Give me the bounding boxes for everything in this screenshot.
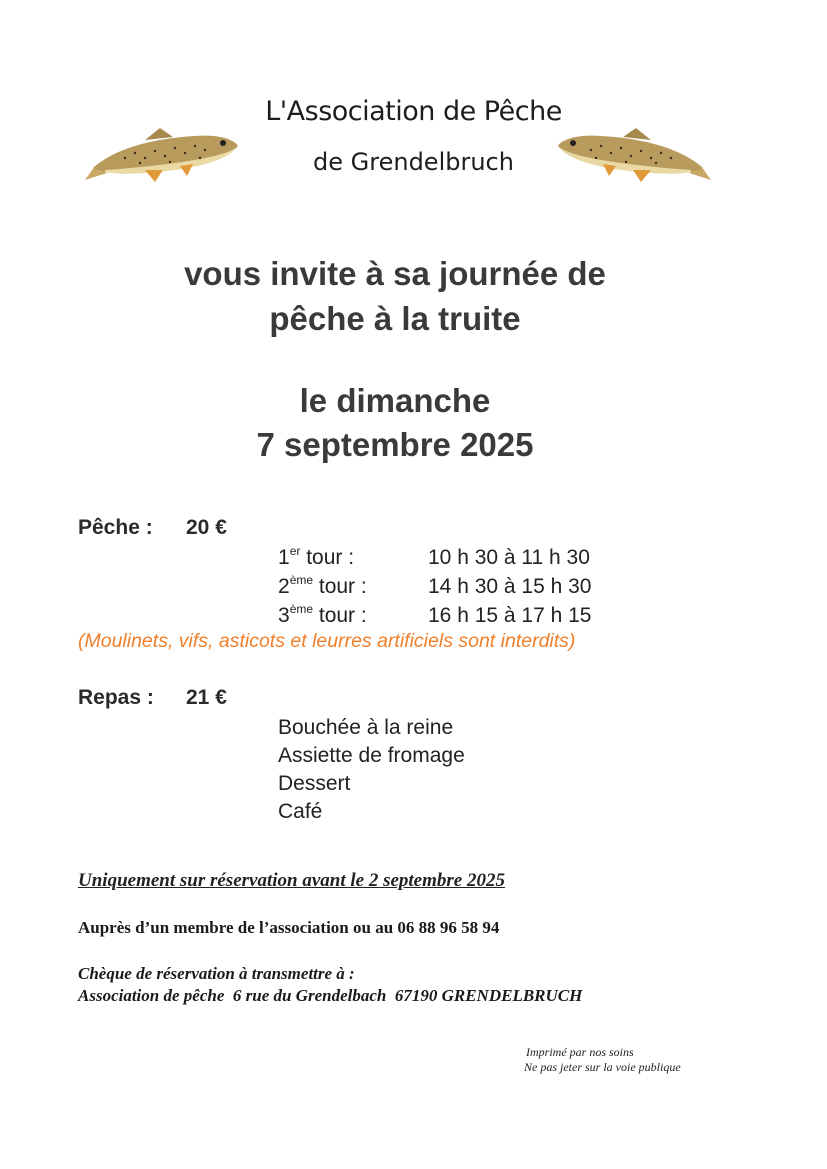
reservation-deadline: Uniquement sur réservation avant le 2 septembre 2025: [78, 870, 505, 891]
cheque-instructions: Chèque de réservation à transmettre à :: [78, 964, 355, 983]
repas-label: Repas :: [78, 686, 154, 709]
invitation-line-2: pêche à la truite: [269, 300, 521, 337]
peche-label: Pêche :: [78, 516, 153, 539]
tour-3-label: 3ème tour :: [278, 602, 367, 627]
printed-note: Imprimé par nos soins: [526, 1045, 634, 1059]
menu-item: Bouchée à la reine: [278, 716, 454, 739]
fishing-rules-note: (Moulinets, vifs, asticots et leurres artificiels sont interdits): [78, 630, 576, 652]
repas-price: 21 €: [186, 686, 227, 709]
tour-3-time: 16 h 15 à 17 h 15: [428, 604, 592, 627]
association-town: de Grendelbruch: [313, 148, 514, 176]
tour-2-time: 14 h 30 à 15 h 30: [428, 575, 592, 598]
litter-note: Ne pas jeter sur la voie publique: [524, 1060, 681, 1074]
reservation-contact: Auprès d’un membre de l’association ou au 06 88 96 58 94: [78, 918, 500, 937]
postal-address: Association de pêche 6 rue du Grendelbach 67190 GRENDELBRUCH: [78, 986, 583, 1005]
tour-1-time: 10 h 30 à 11 h 30: [428, 546, 590, 569]
menu-item: Café: [278, 800, 323, 823]
tour-2-label: 2ème tour :: [278, 573, 367, 598]
menu-item: Assiette de fromage: [278, 744, 465, 767]
event-day: le dimanche: [299, 382, 491, 419]
invitation-line-1: vous invite à sa journée de: [184, 255, 606, 292]
event-date: 7 septembre 2025: [256, 426, 534, 463]
association-name: L'Association de Pêche: [265, 96, 562, 127]
peche-price: 20 €: [186, 516, 227, 539]
tour-1-label: 1er tour :: [278, 544, 355, 569]
menu-item: Dessert: [278, 772, 351, 795]
